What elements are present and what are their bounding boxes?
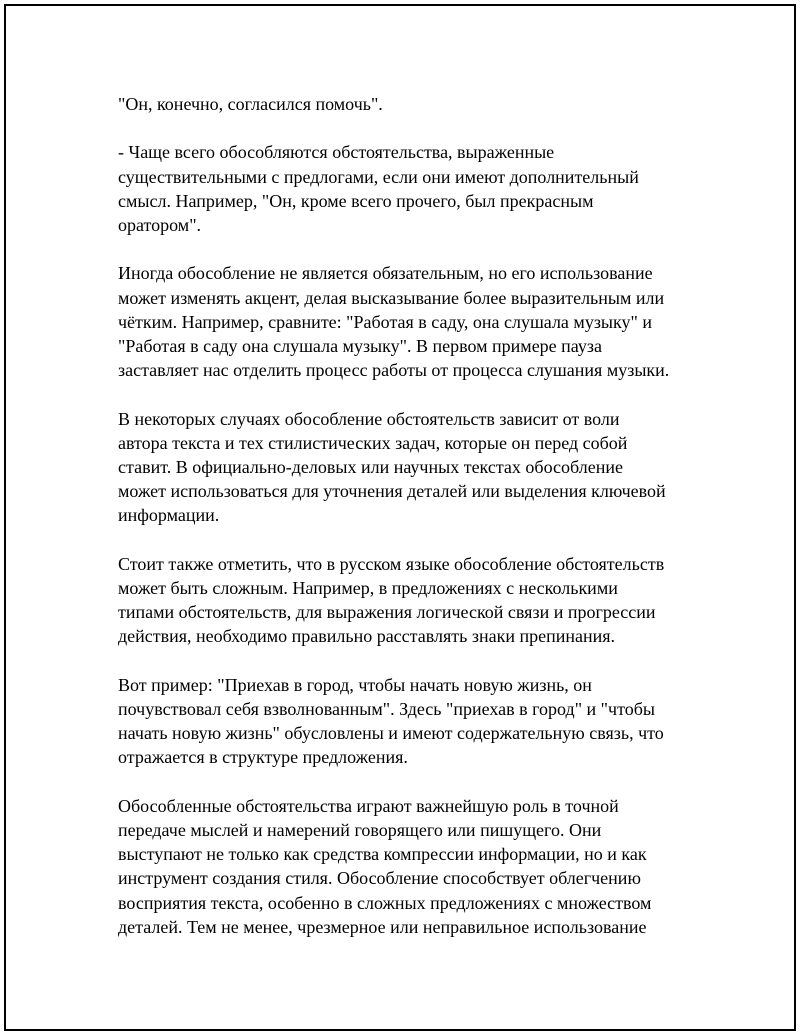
text-line: оратором". [118,215,202,235]
text-line: - Чаще всего обособляются обстоятельства, выраженные [118,142,555,163]
text-line: выступают не только как средства компрессии информации, но и как [118,844,647,865]
text-line: смысл. Например, "Он, кроме всего прочего, был прекрасным [118,190,594,211]
text-line: автора текста и тех стилистических задач, которые он перед собой [118,432,628,453]
text-line: Вот пример: "Приехав в город, чтобы начать новую жизнь, он [118,674,592,695]
text-line: существительными с предлогами, если они имеют дополнительный [118,166,639,187]
paragraph [118,92,693,116]
text-line: восприятия текста, особенно в сложных предложениях с множеством [118,892,652,913]
text-line: "Работая в саду она слушала музыку". В первом примере пауза [118,336,602,356]
text-line: может изменять акцент, делая высказывание более выразительным или [118,287,665,308]
paragraph [118,794,693,939]
paragraph [118,407,693,528]
text-line: может использоваться для уточнения деталей или выделения ключевой [118,481,666,502]
paragraph [118,673,693,770]
text-line: чётким. Например, сравните: "Работая в саду, она слушала музыку" и [118,311,652,332]
text-line: ставит. В официально-деловых или научных текстах обособление [118,457,623,477]
text-line: Стоит также отметить, что в русском языке обособление обстоятельств [118,553,665,574]
text-line: Обособленные обстоятельства играют важнейшую роль в точной [118,795,619,816]
paragraph [118,140,693,237]
text-line: отражается в структуре предложения. [118,747,408,768]
text-line: начать новую жизнь" обусловлены и имеют содержательную связь, что [118,723,664,744]
text-line: почувствовал себя взволнованным". Здесь "приехав в город" и "чтобы [118,699,655,719]
text-line: типами обстоятельств, для выражения логической связи и прогрессии [118,602,656,623]
paragraph [118,261,693,382]
text-line: инструмент создания стиля. Обособление способствует облегчению [118,868,641,889]
text-line: заставляет нас отделить процесс работы от процесса слушания музыки. [118,360,670,381]
text-line: Иногда обособление не является обязательным, но его использование [118,263,653,284]
text-line: В некоторых случаях обособление обстоятельств зависит от воли [118,408,620,429]
document-body [118,92,693,963]
paragraph [118,552,693,649]
text-line: информации. [118,505,220,526]
text-line: действия, необходимо правильно расставлять знаки препинания. [118,626,616,647]
text-line: деталей. Тем не менее, чрезмерное или неправильное использование [118,916,647,937]
text-line: передаче мыслей и намерений говорящего или пишущего. Они [118,820,602,840]
text-line: может быть сложным. Например, в предложениях с несколькими [118,578,618,598]
text-line: "Он, конечно, согласился помочь". [118,94,383,114]
